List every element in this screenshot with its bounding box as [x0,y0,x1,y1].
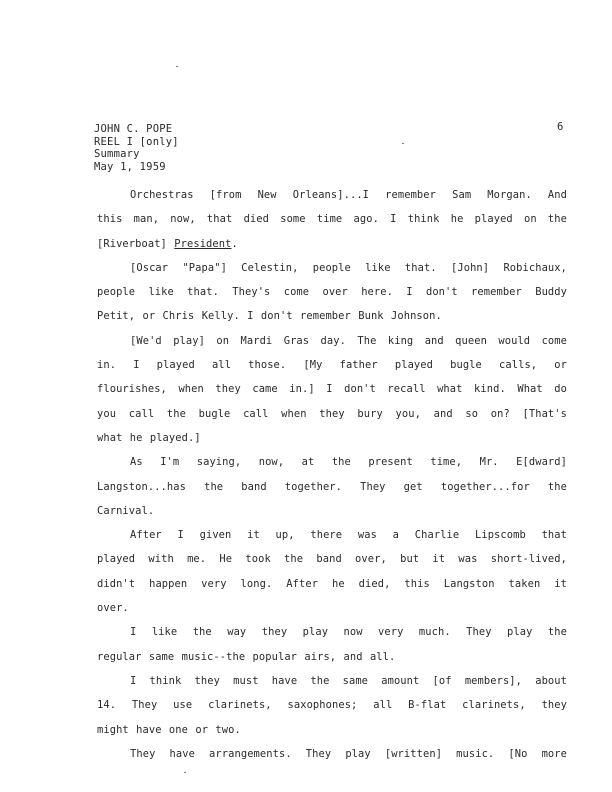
transcript-line: I think they must have the same amount [of members], about [130,674,567,687]
scan-speck [176,66,178,67]
transcript-line: played with me. He took the band over, but it was short-lived, [97,553,567,566]
transcript-line: over. [97,602,129,615]
transcript-line: I like the way they play now very much. They play the [130,626,567,639]
transcript-line: After I given it up, there was a Charlie Lipscomb that [130,529,567,542]
transcript-line: Orchestras [from New Orleans]...I remember Sam Morgan. And [130,189,567,201]
scan-speck [402,143,404,144]
line-text: . [231,237,238,250]
transcript-line: [We'd play] on Mardi Gras day. The king and queen would come [130,334,567,347]
transcript-line: Carnival. [97,504,155,517]
transcript-line: people like that. They's come over here. I don't remember Buddy [97,286,567,299]
header-reel: REEL I [only] [94,135,179,148]
line-text: [Riverboat] [97,237,175,250]
transcript-line: what he played.] [97,431,201,444]
header-type: Summary [94,148,140,160]
scan-speck [184,772,186,773]
transcript-line: didn't happen very long. After he died, this Langston taken it [97,577,567,590]
transcript-line: Langston...has the band together. They get together...for the [97,480,567,493]
transcript-line: in. I played all those. [My father played bugle calls, or [97,359,567,372]
transcript-line [97,232,567,256]
transcript-line: you call the bugle call when they bury you, and so on? [That's [97,407,567,420]
transcript-line: [Oscar "Papa"] Celestin, people like that. [John] Robichaux, [130,261,567,274]
document-header [94,123,179,173]
transcript-line: flourishes, when they came in.] I don't recall what kind. What do [97,383,567,396]
transcript-line: As I'm saying, now, at the present time, Mr. E[dward] [130,456,567,469]
header-name: JOHN C. POPE [94,123,173,135]
transcript-line: Petit, or Chris Kelly. I don't remember Bunk Johnson. [97,310,442,323]
transcript-line: 14. They use clarinets, saxophones; all B-flat clarinets, they [97,699,567,712]
transcript-body [97,183,567,766]
transcript-line: They have arrangements. They play [written] music. [No more [130,747,567,760]
transcript-line: regular same music--the popular airs, and all. [97,650,396,663]
transcript-line: might have one or two. [97,723,241,736]
underlined-title: President [174,237,232,250]
page-number: 6 [557,121,564,133]
transcript-line: this man, now, that died some time ago. I think he played on the [97,213,567,226]
header-date: May 1, 1959 [94,160,166,173]
